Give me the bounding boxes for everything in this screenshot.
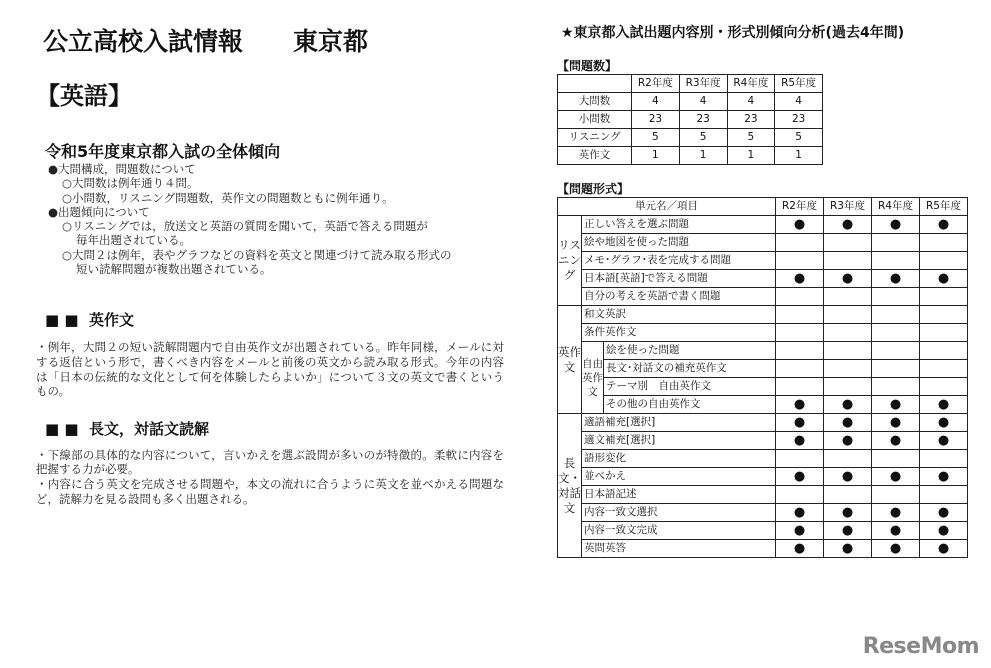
filled-circle-mark: ● [824,540,872,558]
filled-circle-mark: ● [920,432,968,450]
empty-cell [776,486,824,504]
overview-line: 毎年出題されている。 [76,233,191,248]
format-row [558,288,968,306]
empty-cell [872,378,920,396]
empty-cell [872,288,920,306]
count-value: 23 [679,111,727,129]
count-value: 1 [632,147,680,165]
year-header: R2年度 [776,198,824,216]
count-value: 4 [727,93,775,111]
empty-cell [776,324,824,342]
format-row [558,270,968,288]
format-row [558,450,968,468]
year-header: R4年度 [872,198,920,216]
item-label: メモ･グラフ･表を完成する問題 [582,252,776,270]
filled-circle-mark: ● [920,540,968,558]
right-column [557,58,977,558]
count-value: 23 [727,111,775,129]
filled-circle-mark: ● [920,504,968,522]
empty-cell [872,234,920,252]
unit-header: 単元名／項目 [558,198,776,216]
empty-cell [872,360,920,378]
item-label: 語形変化 [582,450,776,468]
overview-line: ●大問構成，問題数について [48,162,196,176]
overview-line: ○大問数は例年通り４問。 [62,176,199,191]
filled-circle-mark: ● [824,216,872,234]
count-row [558,93,823,111]
format-row [558,486,968,504]
format-row [558,432,968,450]
filled-circle-mark: ● [920,216,968,234]
empty-cell [872,252,920,270]
header-blank [558,75,632,93]
format-row [558,522,968,540]
filled-circle-mark: ● [824,432,872,450]
format-row [558,360,968,378]
empty-cell [776,234,824,252]
empty-cell [920,486,968,504]
count-row-label: リスニング [558,129,632,147]
filled-circle-mark: ● [824,396,872,414]
empty-cell [776,378,824,396]
subgroup-label: 自由英作文 [582,342,604,414]
group-label: 英作文 [558,306,582,414]
format-header-row [558,198,968,216]
overview-list [48,162,508,276]
filled-circle-mark: ● [776,414,824,432]
year-header: R2年度 [632,75,680,93]
empty-cell [824,342,872,360]
count-value: 5 [727,129,775,147]
empty-cell [776,342,824,360]
count-row [558,111,823,129]
empty-cell [776,450,824,468]
filled-circle-mark: ● [776,522,824,540]
format-row [558,216,968,234]
format-row [558,252,968,270]
item-label: 内容一致文選択 [582,504,776,522]
overview-line: 短い読解問題が複数出題されている。 [76,262,272,277]
empty-cell [776,306,824,324]
overview-line: ●出題傾向について [48,204,150,219]
format-row [558,468,968,486]
filled-circle-mark: ● [872,468,920,486]
empty-cell [872,342,920,360]
item-label: 適文補充[選択] [582,432,776,450]
format-row [558,306,968,324]
empty-cell [824,252,872,270]
page-title: 公立高校入試情報 東京都 [43,27,369,56]
filled-circle-mark: ● [872,504,920,522]
analysis-title: ★東京都入試出題内容別・形式別傾向分析(過去4年間) [561,25,905,41]
format-row [558,378,968,396]
item-label: 並べかえ [582,468,776,486]
item-label: テーマ別 自由英作文 [604,378,776,396]
item-label: 適語補充[選択] [582,414,776,432]
item-label: 長文･対話文の補充英作文 [604,360,776,378]
left-column [36,26,508,506]
count-value: 4 [632,93,680,111]
eisaku-heading: ■ ■ 英作文 [45,311,135,330]
overview-heading: 令和5年度東京都入試の全体傾向 [45,142,281,161]
empty-cell [920,342,968,360]
empty-cell [824,234,872,252]
year-header: R3年度 [679,75,727,93]
format-table [557,197,968,558]
empty-cell [920,252,968,270]
empty-cell [920,378,968,396]
subject-heading: 【英語】 [36,82,132,110]
item-label: 和文英訳 [582,306,776,324]
item-label: 絵を使った問題 [604,342,776,360]
format-table-label: 【問題形式】 [557,182,630,196]
filled-circle-mark: ● [872,432,920,450]
item-label: 正しい答えを選ぶ問題 [582,216,776,234]
choubun-text-1: ・下線部の具体的な内容について，言いかえを選ぶ設問が多いのが特徴的。柔軟に内容を把握する力が必要。 [36,447,504,477]
choubun-heading: ■ ■ 長文，対話文読解 [45,419,210,438]
filled-circle-mark: ● [920,270,968,288]
group-label: 長文・対話文 [558,414,582,558]
format-row [558,396,968,414]
count-value: 1 [775,147,823,165]
filled-circle-mark: ● [824,504,872,522]
item-label: 条件英作文 [582,324,776,342]
filled-circle-mark: ● [776,396,824,414]
item-label: 内容一致文完成 [582,522,776,540]
empty-cell [776,252,824,270]
group-label: リスニング [558,216,582,306]
count-value: 5 [775,129,823,147]
empty-cell [872,450,920,468]
empty-cell [824,288,872,306]
format-row [558,342,968,360]
count-row-label: 小問数 [558,111,632,129]
filled-circle-mark: ● [920,414,968,432]
count-value: 1 [679,147,727,165]
filled-circle-mark: ● [824,270,872,288]
filled-circle-mark: ● [776,432,824,450]
filled-circle-mark: ● [872,540,920,558]
filled-circle-mark: ● [776,468,824,486]
choubun-text-2: ・内容に合う英文を完成させる問題や，本文の流れに合うように英文を並べかえる問題など，読解力を見る設問も多く出題される。 [36,476,504,506]
item-label: その他の自由英作文 [604,396,776,414]
filled-circle-mark: ● [776,504,824,522]
empty-cell [920,450,968,468]
year-header: R3年度 [824,198,872,216]
format-row [558,504,968,522]
overview-line: ○リスニングでは，放送文と英語の質問を聞いて，英語で答える問題が [62,219,428,234]
filled-circle-mark: ● [872,414,920,432]
filled-circle-mark: ● [872,522,920,540]
count-value: 23 [632,111,680,129]
empty-cell [824,360,872,378]
filled-circle-mark: ● [872,216,920,234]
count-value: 4 [679,93,727,111]
eisaku-text: ・例年，大問２の短い読解問題内で自由英作文が出題されている。昨年同様，メールに対する返信という形で，書くべき内容をメールと前後の英文から読み取る形式。今年の内容は「日本の伝統的な文化として何を体験したらよいか」について３文の英文で書くというもの。 [36,340,504,399]
year-header: R5年度 [920,198,968,216]
filled-circle-mark: ● [776,216,824,234]
empty-cell [824,450,872,468]
format-row [558,234,968,252]
count-row [558,147,823,165]
count-row-label: 大問数 [558,93,632,111]
empty-cell [824,378,872,396]
count-header-row [558,75,823,93]
empty-cell [920,360,968,378]
count-table [557,74,823,165]
item-label: 自分の考えを英語で書く問題 [582,288,776,306]
count-value: 4 [775,93,823,111]
count-row-label: 英作文 [558,147,632,165]
filled-circle-mark: ● [920,396,968,414]
filled-circle-mark: ● [872,270,920,288]
format-row [558,414,968,432]
filled-circle-mark: ● [872,396,920,414]
filled-circle-mark: ● [776,270,824,288]
overview-line: ○大問２は例年，表やグラフなどの資料を英文と関連づけて読み取る形式の [62,247,452,262]
filled-circle-mark: ● [920,468,968,486]
format-row [558,324,968,342]
empty-cell [776,360,824,378]
item-label: 英問英答 [582,540,776,558]
empty-cell [920,234,968,252]
empty-cell [872,306,920,324]
item-label: 絵や地図を使った問題 [582,234,776,252]
filled-circle-mark: ● [824,468,872,486]
format-row [558,540,968,558]
filled-circle-mark: ● [920,522,968,540]
filled-circle-mark: ● [824,414,872,432]
resemom-logo: ReseMom [862,634,979,659]
filled-circle-mark: ● [776,540,824,558]
empty-cell [824,324,872,342]
item-label: 日本語[英語]で答える問題 [582,270,776,288]
count-value: 1 [727,147,775,165]
empty-cell [776,288,824,306]
empty-cell [920,306,968,324]
empty-cell [824,486,872,504]
count-value: 5 [679,129,727,147]
empty-cell [920,288,968,306]
overview-line: ○小問数，リスニング問題数，英作文の問題数ともに例年通り。 [62,190,394,205]
empty-cell [872,324,920,342]
item-label: 日本語記述 [582,486,776,504]
empty-cell [824,306,872,324]
count-value: 5 [632,129,680,147]
year-header: R5年度 [775,75,823,93]
choubun-text [36,448,504,506]
year-header: R4年度 [727,75,775,93]
count-table-label: 【問題数】 [557,59,618,73]
empty-cell [872,486,920,504]
empty-cell [920,324,968,342]
count-value: 23 [775,111,823,129]
count-row [558,129,823,147]
filled-circle-mark: ● [824,522,872,540]
